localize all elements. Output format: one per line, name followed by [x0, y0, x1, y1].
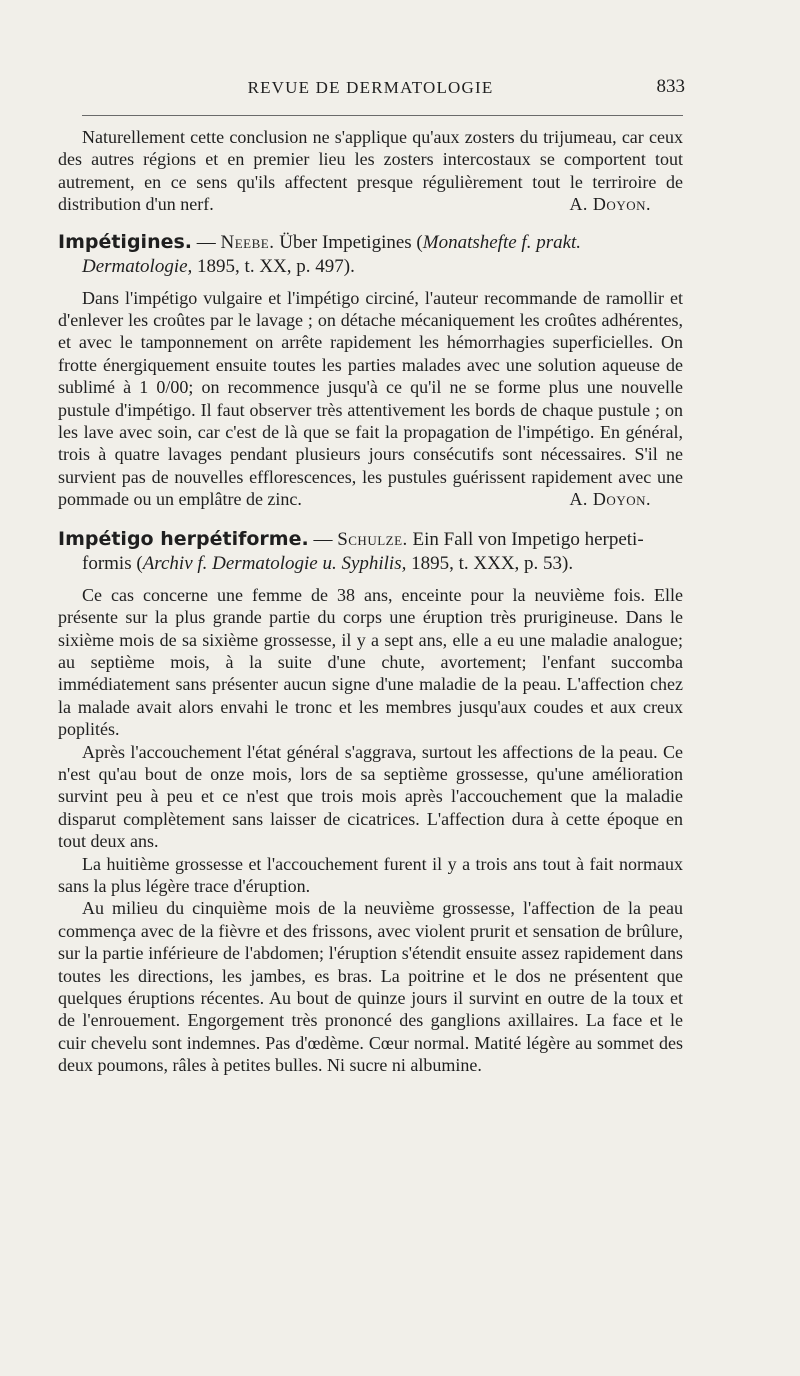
article2-paragraph-4: Au milieu du cinquième mois de la neuvième grossesse, l'affection de la peau commença avec de la fièvre et des frissons, avec violent prurit et sensation de brûlure, sur la partie inférieure de l'abdomen; l'éruption s'étendit ensuite assez rapidement dans toutes les directions, les jambes, es bras. La poitrine et le dos ne présentent que quelques éruptions récentes. Au bout de quinze jours il survint en outre de la toux et de l'enrouement. Engorgement très prononcé des ganglions axillaires. La face et le cuir chevelu sont indemnes. Pas d'œdème. Cœur normal. Matité légère au sommet des deux poumons, râles à petites bulles. Ni sucre ni albumine.	[58, 898, 683, 1076]
article2-title: Impétigo herpétiforme.	[58, 527, 309, 550]
article1-heading	[58, 230, 683, 279]
page-number: 833	[656, 76, 685, 97]
intro-signature: A. Doyon.	[569, 194, 651, 215]
article1-body	[58, 287, 683, 511]
running-title: REVUE DE DERMATOLOGIE	[247, 78, 494, 97]
article2-section	[58, 584, 683, 1077]
page-header	[58, 70, 683, 106]
article2-paragraph-2: Après l'accouchement l'état général s'aggrava, surtout les affections de la peau. Ce n'est qu'au bout de onze mois, lors de sa septième grossesse, qu'une amélioration survint peu à peu et ce n'est que trois mois après l'accouchement que la maladie disparut complètement sans laisser de cicatrices. L'affection dura à cette époque en tout deux ans.	[58, 741, 683, 852]
article1-title: Impétigines.	[58, 230, 193, 253]
article1-citation-lead: Über Impetigines (	[274, 231, 423, 253]
article2-journal: Archiv f. Dermatologie u. Syphilis,	[142, 552, 407, 574]
article2-author: Schulze.	[337, 528, 408, 550]
article1-citation-tail: 1895, t. XX, p. 497).	[192, 255, 355, 277]
article1-section	[58, 287, 683, 511]
article1-body-text: Dans l'impétigo vulgaire et l'impétigo circiné, l'auteur recommande de ramollir et d'enlever les croûtes par le lavage ; on détache mécaniquement les croûtes adhérentes, et avec le tamponnement on arrête rapidement les hémorrhagies superficielles. On frotte énergiquement ensuite toutes les parties malades avec une solution aqueuse de sublimé à 1 0/00; on recommence jusqu'à ce qu'il ne se forme plus une nouvelle pustule d'impétigo. Il faut observer très attentivement les bords de chaque pustule ; on les lave avec soin, car c'est de là que se fait la propagation de l'impétigo. En général, trois à quatre lavages pendant plusieurs jours consécutifs sont nécessaires. S'il ne survient pas de nouvelles efflorescences, les pustules guérissent rapidement avec une pommade ou un emplâtre de zinc.	[58, 287, 683, 510]
intro-section	[58, 126, 683, 216]
article2-paragraph-1: Ce cas concerne une femme de 38 ans, enceinte pour la neuvième fois. Elle présente sur la plus grande partie du corps une éruption très prurigineuse. Dans le sixième mois de sa sixième grossesse, il y a sept ans, elle a eu une maladie analogue; au septième mois, à la suite d'une chute, avortement; l'enfant succomba immédiatement sans présenter aucun signe d'une maladie de la peau. L'affection chez la malade avait alors envahi le tronc et les membres jusqu'aux coudes et aux creux poplités.	[58, 584, 683, 740]
article2-heading	[58, 527, 683, 576]
article2-citation-tail: 1895, t. XXX, p. 53).	[406, 552, 574, 574]
article2-dash: —	[308, 528, 338, 550]
article1-journal: Monatshefte f. prakt. Dermatologie,	[82, 231, 582, 277]
article1-dash: —	[192, 231, 221, 253]
journal-page	[58, 70, 685, 1076]
article1-signature: A. Doyon.	[569, 489, 651, 510]
article2-paragraph-3: La huitième grossesse et l'accouchement furent il y a trois ans tout à fait normaux sans la plus légère trace d'éruption.	[58, 853, 683, 896]
header-rule	[82, 115, 683, 116]
article2-citation-lead: Ein Fall von Impetigo herpetiformis (	[82, 528, 644, 574]
page-content	[58, 126, 683, 1079]
intro-paragraph	[58, 126, 683, 216]
article1-author: Neebe.	[220, 231, 275, 253]
intro-text: Naturellement cette conclusion ne s'applique qu'aux zosters du trijumeau, car ceux des autres régions et en premier lieu les zosters intercostaux se comportent tout autrement, en ce sens qu'ils affectent presque régulièrement tout le terriroire de distribution d'un nerf.	[58, 127, 683, 215]
